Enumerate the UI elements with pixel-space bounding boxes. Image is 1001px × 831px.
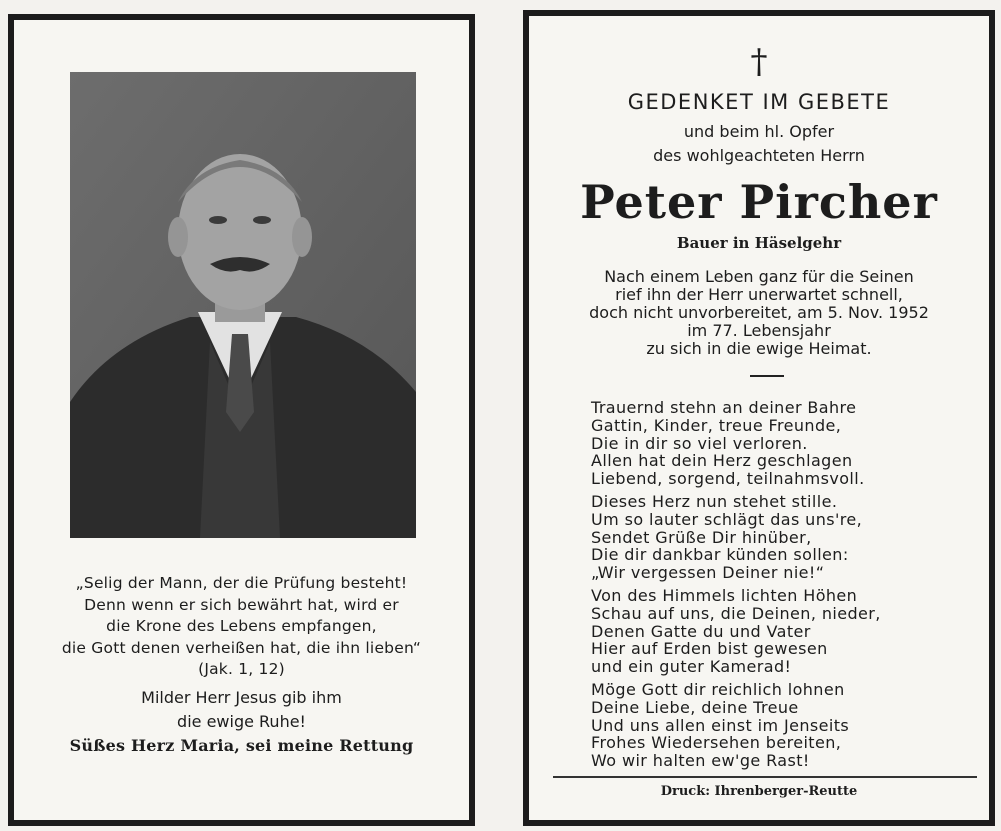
poem-line: Frohes Wiedersehen bereiten, [591,733,842,753]
death-notice-line: Nach einem Leben ganz für die Seinen [604,267,914,286]
poem-line: Die dir dankbar künden sollen: [591,545,849,565]
poem-line: Schau auf uns, die Deinen, nieder, [591,603,881,623]
poem-line: Denen Gatte du und Vater [591,621,811,641]
right-card [523,10,995,826]
poem-line: Die in dir so viel verloren. [591,433,808,453]
poem-line: Trauernd stehn an deiner Bahre [591,398,857,417]
subheading-line: und beim hl. Opfer [683,122,835,141]
poem-line: Gattin, Kinder, treue Freunde, [591,415,842,435]
printer-credit: Druck: Ihrenberger-Reutte [660,784,858,799]
portrait-photo [70,72,416,538]
left-card [8,14,475,826]
bible-quote [14,573,469,681]
quote-line: die Gott denen verheißen hat, die ihn lieben“ [61,638,422,657]
prayer-line: die ewige Ruhe! [177,712,306,731]
gothic-invocation: Süßes Herz Maria, sei meine Rettung [69,736,414,755]
quote-line: „Selig der Mann, der die Prüfung besteht! [75,574,408,592]
death-notice-line: rief ihn der Herr unerwartet schnell, [615,285,903,304]
poem-line: Um so lauter schlägt das uns're, [591,509,863,529]
quote-reference: (Jak. 1, 12) [198,660,285,678]
poem-line: Sendet Grüße Dir hinüber, [591,527,812,547]
poem-stanza [591,587,881,676]
poem-stanza [591,681,881,770]
quote-line: die Krone des Lebens empfangen, [106,617,377,635]
subheading-line: des wohlgeachteten Herrn [653,146,865,165]
poem-line: Allen hat dein Herz geschlagen [591,451,853,471]
poem-line: Wo wir halten ew'ge Rast! [591,751,810,771]
poem-line: Von des Himmels lichten Höhen [591,585,858,605]
deceased-name: Peter Pircher [580,175,938,229]
prayer [14,686,469,734]
footer-divider [553,776,977,778]
death-notice-line: doch nicht unvorbereitet, am 5. Nov. 1952 [589,303,929,322]
prayer-line: Milder Herr Jesus gib ihm [141,688,342,707]
portrait-image [70,72,416,538]
occupation: Bauer in Häselgehr [676,234,842,252]
poem-line: und ein guter Kamerad! [591,657,792,677]
cross-icon: † [750,42,768,82]
heading: GEDENKET IM GEBETE [627,90,891,114]
poem-line: Und uns allen einst im Jenseits [591,715,850,735]
poem-line: Möge Gott dir reichlich lohnen [591,679,845,699]
poem-stanza [591,399,881,488]
death-notice-line: im 77. Lebensjahr [687,321,831,340]
poem-stanza [591,493,881,582]
quote-line: Denn wenn er sich bewährt hat, wird er [84,595,399,614]
divider [750,375,784,377]
poem-line: „Wir vergessen Deiner nie!“ [591,563,825,583]
poem-line: Liebend, sorgend, teilnahmsvoll. [591,469,865,489]
poem-line: Dieses Herz nun stehet stille. [591,491,838,511]
death-notice-line: zu sich in die ewige Heimat. [646,339,872,358]
death-notice [529,268,989,358]
poem-line: Hier auf Erden bist gewesen [591,639,828,659]
poem-line: Deine Liebe, deine Treue [591,697,799,717]
poem [591,399,881,775]
